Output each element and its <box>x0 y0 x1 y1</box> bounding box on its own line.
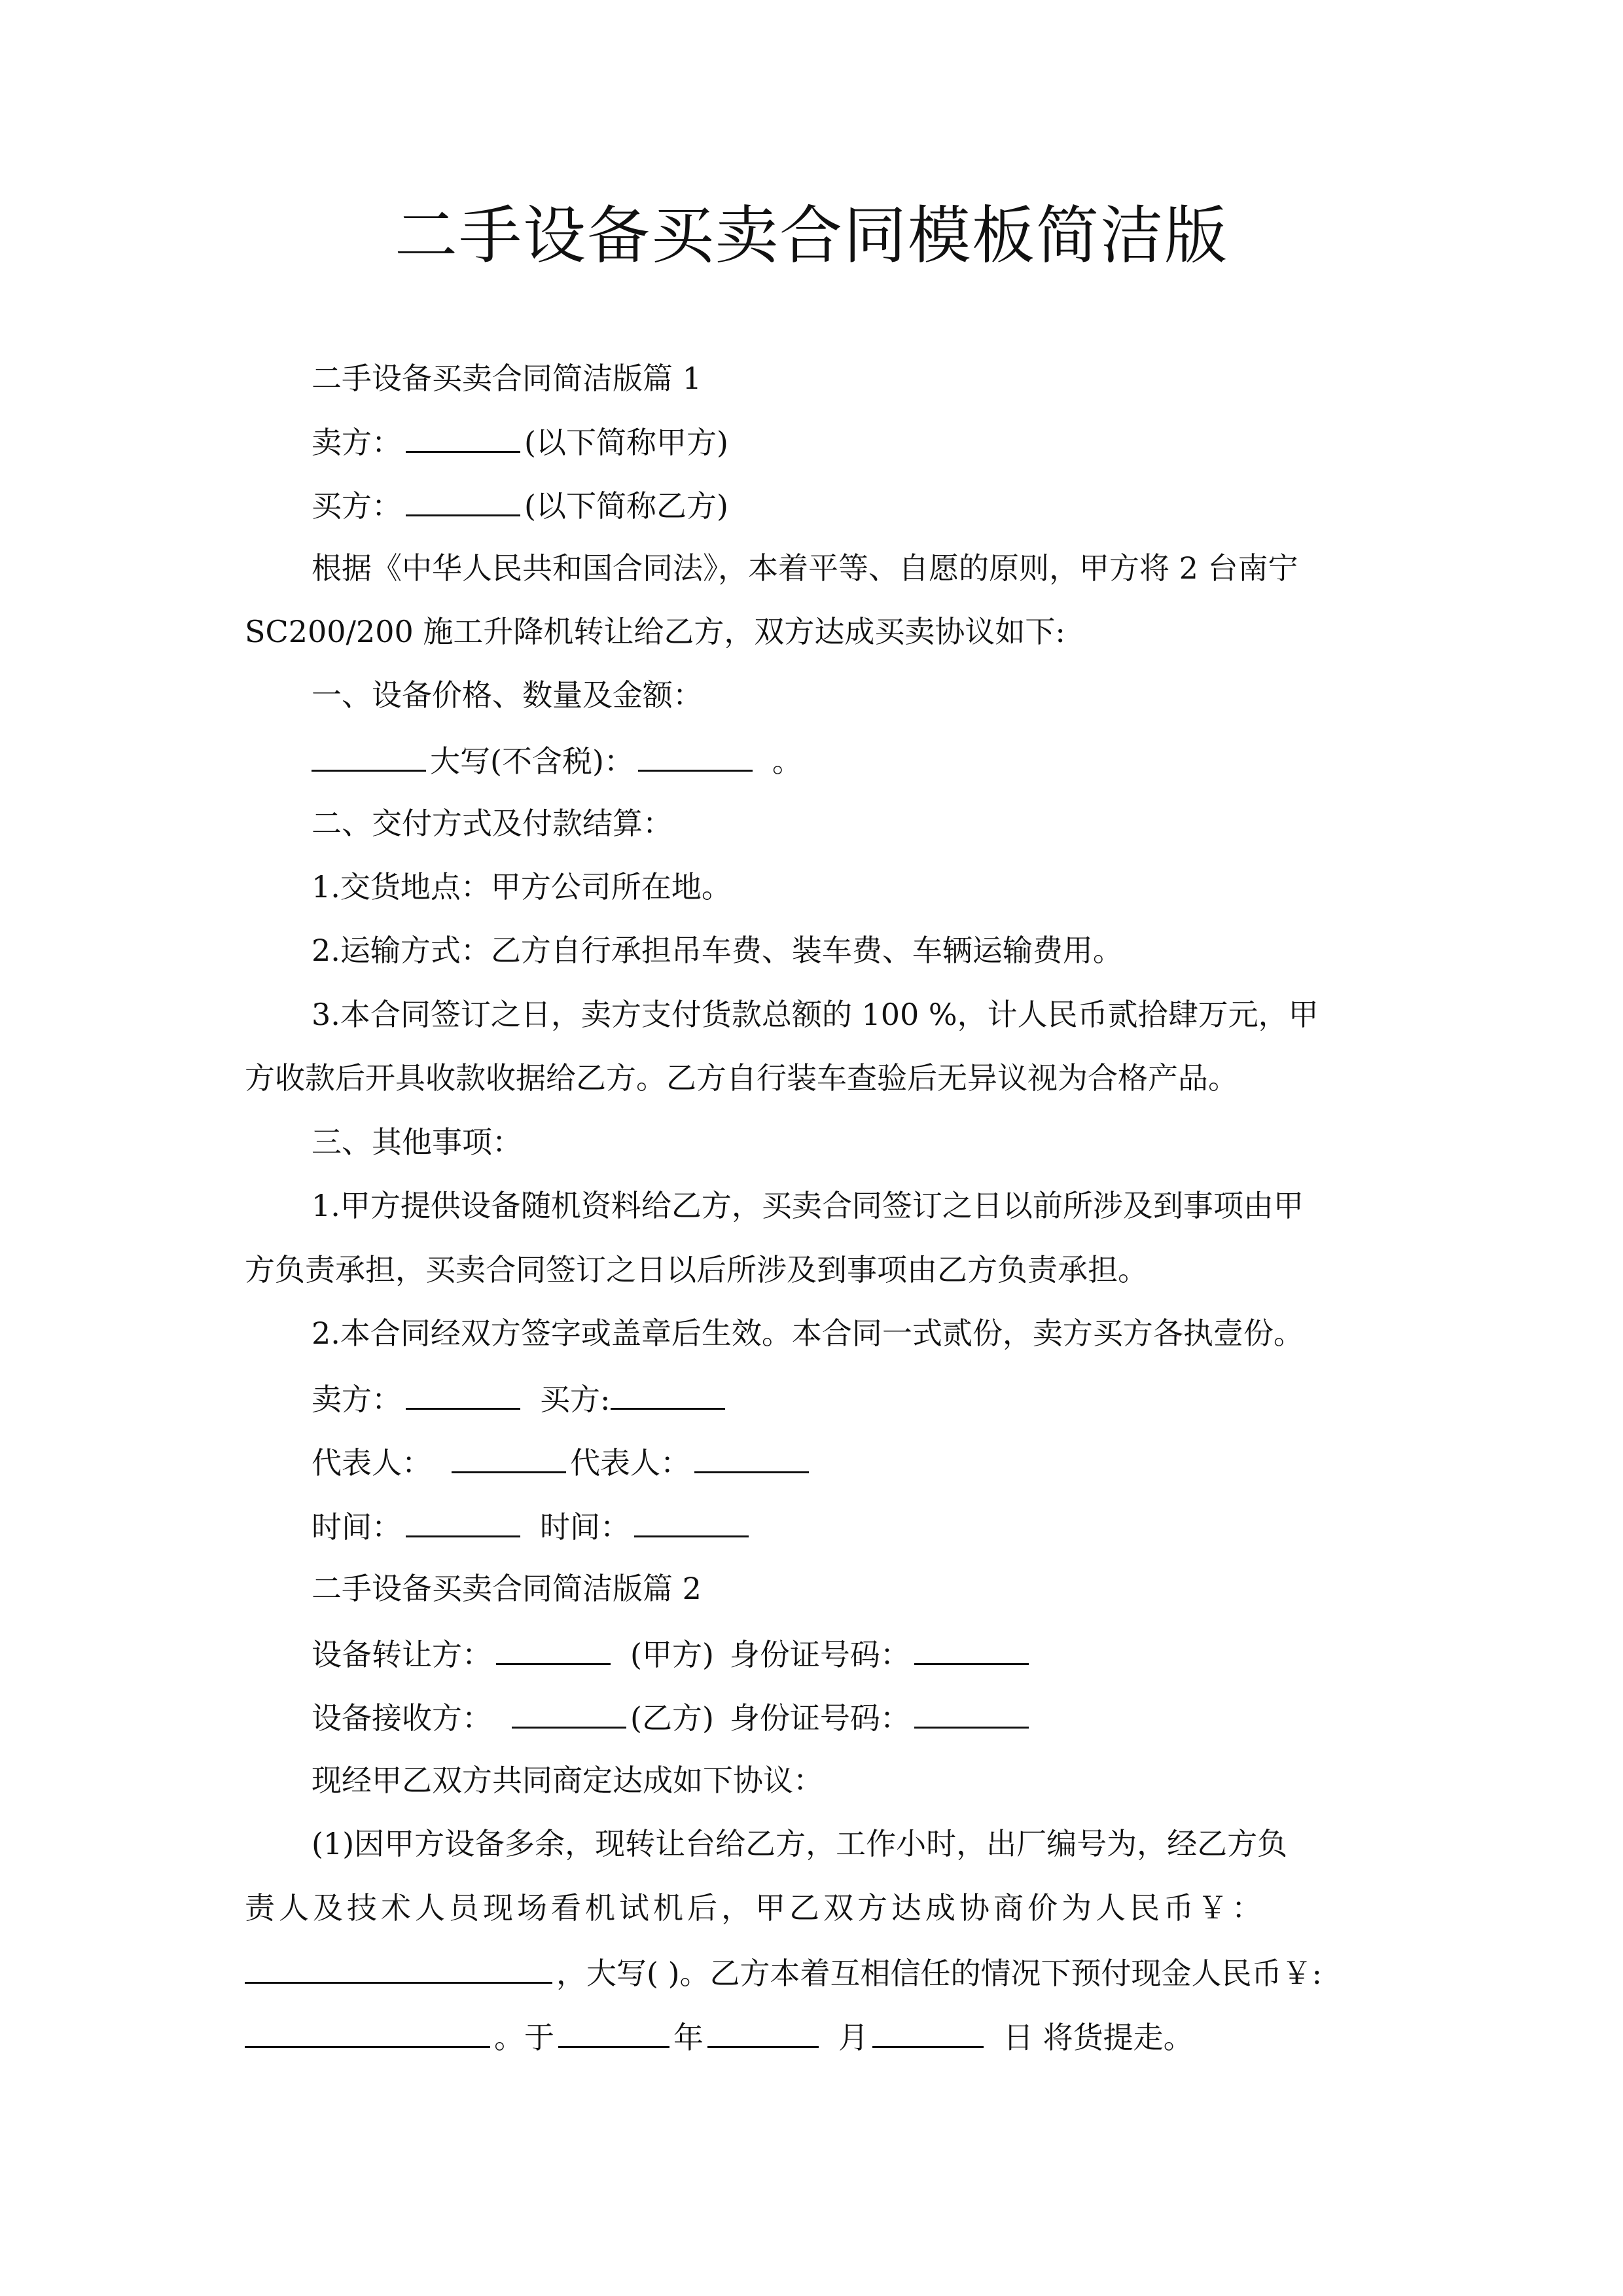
seller-blank[interactable] <box>406 421 520 453</box>
seller-label: 卖方： <box>312 425 402 460</box>
sign-seller-label: 卖方： <box>312 1382 402 1417</box>
signature-rep-line <box>312 1441 813 1482</box>
sign-time1-label: 时间： <box>312 1509 402 1545</box>
section1-amount-line <box>312 740 802 781</box>
receiver-party: (乙方) <box>630 1700 714 1736</box>
sign-buyer-label: 买方: <box>540 1382 611 1417</box>
month-blank[interactable] <box>707 2016 819 2048</box>
agreement-intro: 现经甲乙双方共同商定达成如下协议： <box>312 1763 823 1798</box>
clause1-line4-text: 。于 <box>494 2020 554 2055</box>
intro-line-1: 根据《中华人民共和国合同法》，本着平等、自愿的原则，甲方将 2 台南宁 <box>312 550 1298 586</box>
sign-time1-blank[interactable] <box>406 1505 520 1537</box>
buyer-line <box>312 484 728 526</box>
day-label: 日 将货提走。 <box>1003 2020 1194 2055</box>
section1-title: 一、设备价格、数量及金额： <box>312 677 703 713</box>
transferor-line <box>312 1633 1033 1674</box>
receiver-line <box>312 1696 1033 1738</box>
seller-note: (以下简称甲方) <box>524 425 728 460</box>
section2-item2: 2.运输方式：乙方自行承担吊车费、装车费、车辆运输费用。 <box>312 933 1123 968</box>
year-blank[interactable] <box>558 2016 669 2048</box>
sign-rep1-label: 代表人： <box>312 1445 432 1480</box>
receiver-blank[interactable] <box>512 1696 626 1729</box>
transferor-blank[interactable] <box>496 1633 611 1665</box>
intro-line-2: SC200/200 施工升降机转让给乙方，双方达成买卖协议如下: <box>245 614 1065 649</box>
transferor-party: (甲方) <box>630 1637 714 1672</box>
amount-end: 。 <box>772 744 802 779</box>
part1-heading: 二手设备买卖合同简洁版篇 1 <box>312 361 702 396</box>
transferor-id-label: 身份证号码： <box>729 1637 910 1672</box>
prepay-blank[interactable] <box>245 2016 490 2048</box>
signature-time-line <box>312 1505 753 1547</box>
transferor-id-blank[interactable] <box>914 1633 1029 1665</box>
section2-item3-line2: 方收款后开具收款收据给乙方。乙方自行装车查验后无异议视为合格产品。 <box>245 1060 1238 1096</box>
section3-title: 三、其他事项： <box>312 1124 522 1160</box>
sign-seller-blank[interactable] <box>406 1378 520 1410</box>
sign-rep2-label: 代表人： <box>570 1445 690 1480</box>
receiver-label: 设备接收方： <box>312 1700 492 1736</box>
amount-label: 大写(不含税)： <box>430 744 634 779</box>
section3-item1-line2: 方负责承担，买卖合同签订之日以后所涉及到事项由乙方负责承担。 <box>245 1252 1148 1287</box>
receiver-id-label: 身份证号码： <box>729 1700 910 1736</box>
clause1-line1: (1)因甲方设备多余，现转让台给乙方，工作小时，出厂编号为，经乙方负 <box>312 1826 1288 1861</box>
section2-item3-line1: 3.本合同签订之日，卖方支付货款总额的 100 %，计人民币贰拾肆万元，甲 <box>312 997 1319 1032</box>
section3-item2: 2.本合同经双方签字或盖章后生效。本合同一式贰份，卖方买方各执壹份。 <box>312 1316 1304 1351</box>
clause1-line3-text: ，大写( )。乙方本着互相信任的情况下预付现金人民币￥: <box>556 1956 1323 1991</box>
sign-time2-blank[interactable] <box>634 1505 749 1537</box>
receiver-id-blank[interactable] <box>914 1696 1029 1729</box>
amount-blank[interactable] <box>312 740 426 772</box>
part2-heading: 二手设备买卖合同简洁版篇 2 <box>312 1571 702 1606</box>
section3-item1-line1: 1.甲方提供设备随机资料给乙方，买卖合同签订之日以前所涉及到事项由甲 <box>312 1188 1304 1223</box>
year-label: 年 <box>673 2020 704 2055</box>
document-title: 二手设备买卖合同模板简洁版 <box>395 199 1228 272</box>
section2-title: 二、交付方式及付款结算： <box>312 806 673 841</box>
sign-time2-label: 时间： <box>540 1509 630 1545</box>
sign-rep2-blank[interactable] <box>694 1441 809 1473</box>
sign-rep1-blank[interactable] <box>452 1441 566 1473</box>
clause1-line4 <box>245 2016 1194 2057</box>
seller-line <box>312 421 728 462</box>
day-blank[interactable] <box>872 2016 984 2048</box>
price-blank[interactable] <box>245 1952 552 1984</box>
clause1-line2: 责人及技术人员现场看机试机后，甲乙双方达成协商价为人民币￥： <box>245 1890 1266 1926</box>
buyer-note: (以下简称乙方) <box>524 488 728 524</box>
buyer-label: 买方： <box>312 488 402 524</box>
month-label: 月 <box>838 2020 868 2055</box>
amount-uppercase-blank[interactable] <box>638 740 753 772</box>
section2-item1: 1.交货地点：甲方公司所在地。 <box>312 869 732 905</box>
sign-buyer-blank[interactable] <box>611 1378 725 1410</box>
transferor-label: 设备转让方： <box>312 1637 492 1672</box>
clause1-line3 <box>245 1952 1322 1993</box>
signature-party-line <box>312 1378 729 1419</box>
buyer-blank[interactable] <box>406 484 520 516</box>
